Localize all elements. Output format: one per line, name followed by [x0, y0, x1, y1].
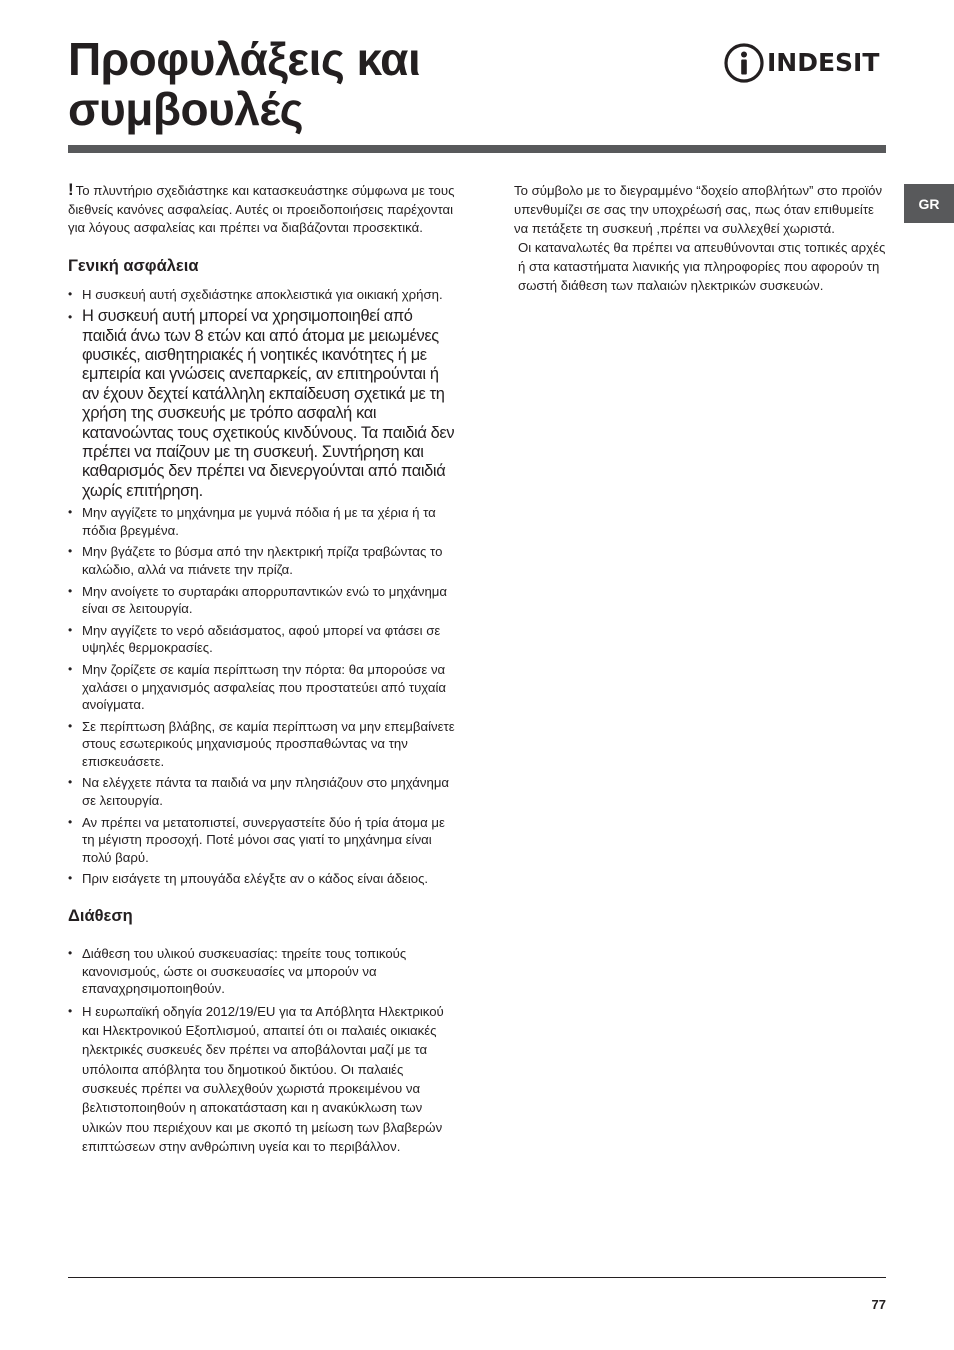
intro-paragraph: [68, 181, 456, 238]
list-item: • Μην ανοίγετε το συρταράκι απορρυπαντικών ενώ το μηχάνημα είναι σε λειτουργία.: [68, 583, 456, 618]
list-item: • Σε περίπτωση βλάβης, σε καμία περίπτωση να μην επεμβαίνετε στους εσωτερικούς μηχανισμούς προσπαθώντας να την επισκευάσετε.: [68, 718, 456, 771]
indesit-i-logo-icon: [724, 43, 764, 83]
title-divider-bar: [68, 145, 886, 153]
list-item: • Η συσκευή αυτή σχεδιάστηκε αποκλειστικά για οικιακή χρήση.: [68, 286, 456, 304]
disposal-heading: Διάθεση: [68, 907, 133, 926]
list-item-highlighted: • Η συσκευή αυτή μπορεί να χρησιμοποιηθεί από παιδιά άνω των 8 ετών και από άτομα με μειωμένες φυσικές, αισθητηριακές ή νοητικές ικανότητες ή με εμπειρία και γνώσεις ανεπαρκείς, αν επιτηρούνται ή αν έχουν δεχτεί κατάλληλη εκπαίδευση σχετικά με τη χρήση της συσκευής με τρόπο ασφαλή και κατανοώντας τους σχετικούς κινδύνους. Τα παιδιά δεν πρέπει να παίζουν με τη συσκευή. Συντήρηση και καθαρισμός δεν πρέπει να διενεργούνται από παιδιά χωρίς επιτήρηση.: [68, 307, 456, 501]
list-item: • Μην ζορίζετε σε καμία περίπτωση την πόρτα: θα μπορούσε να χαλάσει ο μηχανισμός ασφαλείας που προστατεύει από τυχαία ανοίγματα.: [68, 661, 456, 714]
exclamation-icon: !: [68, 180, 74, 199]
page-title-line-2: συμβουλές: [68, 83, 304, 135]
general-safety-list: [68, 286, 456, 889]
page-number: 77: [871, 1297, 886, 1312]
indesit-logo: [724, 42, 886, 84]
general-safety-heading: Γενική ασφάλεια: [68, 256, 199, 275]
list-item: • Αν πρέπει να μετατοπιστεί, συνεργαστείτε δύο ή τρία άτομα με τη μέγιστη προσοχή. Ποτέ μόνοι σας γιατί το μηχάνημα είναι πολύ βαρύ.: [68, 814, 456, 867]
logo-wordmark: INDESIT: [767, 48, 880, 77]
page-title: [68, 34, 588, 134]
weee-symbol-paragraph: Το σύμβολο με το διεγραμμένο “δοχείο αποβλήτων” στο προϊόν υπενθυμίζει σε σας την υποχρέωσή σας, πως όταν επιθυμείτε να πετάξετε τη συσκευή ,πρέπει να συλλεχθεί χωριστά.: [514, 183, 883, 236]
left-column: [68, 181, 456, 1160]
list-item: • Να ελέγχετε πάντα τα παιδιά να μην πλησιάζουν στο μηχάνημα σε λειτουργία.: [68, 774, 456, 809]
list-item: • Μην αγγίζετε το νερό αδειάσματος, αφού μπορεί να φτάσει σε υψηλές θερμοκρασίες.: [68, 622, 456, 657]
page-title-line-1: Προφυλάξεις και: [68, 33, 421, 85]
list-item: • Μην βγάζετε το βύσμα από την ηλεκτρική πρίζα τραβώντας το καλώδιο, αλλά να πιάνετε την πρίζα.: [68, 543, 456, 578]
intro-text: Το πλυντήριο σχεδιάστηκε και κατασκευάστηκε σύμφωνα με τους διεθνείς κανόνες ασφαλείας. Αυτές οι προειδοποιήσεις παρέχονται για λόγους ασφαλείας και πρέπει να διαβάζονται προσεκτικά.: [68, 183, 455, 235]
right-column: [514, 181, 886, 295]
list-item: • Διάθεση του υλικού συσκευασίας: τηρείτε τους τοπικούς κανονισμούς, ώστε οι συσκευασίες να μπορούν να επαναχρησιμοποιηθούν.: [68, 945, 456, 998]
language-tab: GR: [904, 184, 954, 223]
list-item: • Η ευρωπαϊκή οδηγία 2012/19/EU για τα Απόβλητα Ηλεκτρικού και Ηλεκτρονικού Εξοπλισμού, απαιτεί ότι οι παλαιές οικιακές ηλεκτρικές συσκευές δεν πρέπει να αποβάλονται μαζί με τα υπόλοιπα απόβλητα του δημοτικού δικτύου. Οι παλαιές συσκευές πρέπει να συλλεχθούν χωριστά προκειμένου να βελτιστοποιηθούν η αποκατάσταση και η ανακύκλωση των υλικών που περιέχουν και με σκοπό τη μείωση των βλαβερών επιπτώσεων στην ανθρώπινη υγεία και το περιβάλλον.: [68, 1002, 456, 1156]
footer-divider: [68, 1277, 886, 1278]
list-item: • Μην αγγίζετε το μηχάνημα με γυμνά πόδια ή με τα χέρια ή τα πόδια βρεγμένα.: [68, 504, 456, 539]
list-item: • Πριν εισάγετε τη μπουγάδα ελέγξτε αν ο κάδος είναι άδειος.: [68, 870, 456, 888]
consumer-info-paragraph: Οι καταναλωτές θα πρέπει να απευθύνονται στις τοπικές αρχές ή στα καταστήματα λιανικής για πληροφορίες που αφορούν τη σωστή διάθεση των παλαιών ηλεκτρικών συσκευών.: [518, 240, 886, 293]
disposal-list: [68, 945, 456, 1156]
